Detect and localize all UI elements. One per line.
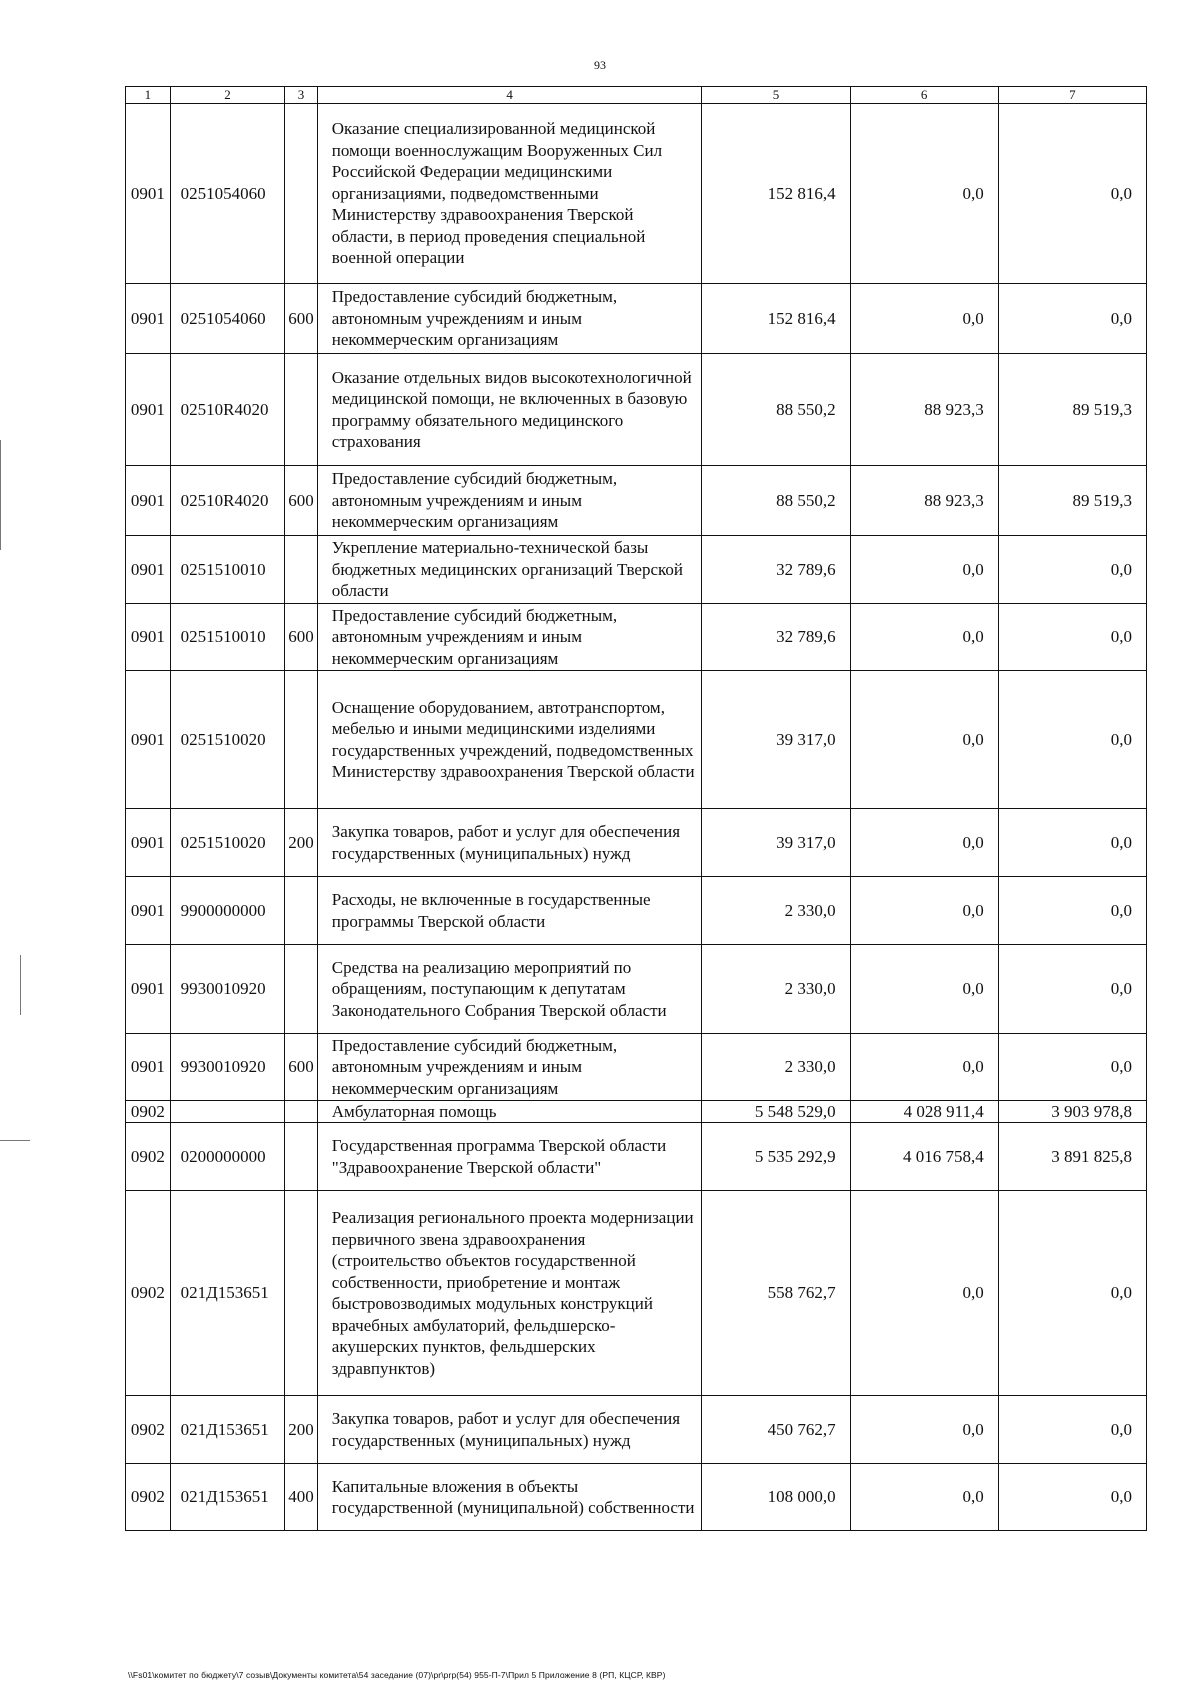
item-name-cell: Государственная программа Тверской области "Здравоохранение Тверской области" xyxy=(317,1123,702,1191)
table-row xyxy=(126,945,1147,1034)
section-code-cell: 0902 xyxy=(126,1464,171,1531)
document-file-path: \\Fs01\комитет по бюджету\7 созыв\Документы комитета\54 заседание (07)\pr\prp(54) 955-П-7\Прил 5 Приложение 8 (РП, КЦСР, КВР) xyxy=(128,1670,666,1680)
amount-col5-cell: 32 789,6 xyxy=(702,604,850,671)
section-code-cell: 0901 xyxy=(126,671,171,809)
table-row xyxy=(126,1101,1147,1123)
scan-margin-mark xyxy=(20,955,21,1015)
amount-col7-cell: 89 519,3 xyxy=(998,354,1146,466)
amount-col7-cell: 0,0 xyxy=(998,1396,1146,1464)
amount-col5-cell: 152 816,4 xyxy=(702,104,850,284)
table-row xyxy=(126,604,1147,671)
section-code-cell: 0902 xyxy=(126,1396,171,1464)
amount-col5-cell: 2 330,0 xyxy=(702,945,850,1034)
target-article-cell: 021Д153651 xyxy=(170,1396,285,1464)
amount-col6-cell: 0,0 xyxy=(850,809,998,877)
scan-margin-mark xyxy=(0,1140,30,1141)
amount-col7-cell: 0,0 xyxy=(998,1034,1146,1101)
amount-col6-cell: 0,0 xyxy=(850,1396,998,1464)
amount-col6-cell: 4 016 758,4 xyxy=(850,1123,998,1191)
section-code-cell: 0901 xyxy=(126,284,171,354)
item-name-cell: Оснащение оборудованием, автотранспортом, мебелью и иными медицинскими изделиями государственных учреждений, подведомственных Министерству здравоохранения Тверской области xyxy=(317,671,702,809)
target-article-cell: 9930010920 xyxy=(170,1034,285,1101)
amount-col7-cell: 3 903 978,8 xyxy=(998,1101,1146,1123)
table-row xyxy=(126,1464,1147,1531)
section-code-cell: 0901 xyxy=(126,466,171,536)
table-row xyxy=(126,809,1147,877)
item-name-cell: Расходы, не включенные в государственные программы Тверской области xyxy=(317,877,702,945)
item-name-cell: Закупка товаров, работ и услуг для обеспечения государственных (муниципальных) нужд xyxy=(317,809,702,877)
section-code-cell: 0901 xyxy=(126,877,171,945)
table-row xyxy=(126,284,1147,354)
amount-col6-cell: 0,0 xyxy=(850,604,998,671)
amount-col5-cell: 88 550,2 xyxy=(702,354,850,466)
column-header-3: 3 xyxy=(285,87,317,104)
amount-col7-cell: 0,0 xyxy=(998,671,1146,809)
item-name-cell: Закупка товаров, работ и услуг для обеспечения государственных (муниципальных) нужд xyxy=(317,1396,702,1464)
target-article-cell: 0200000000 xyxy=(170,1123,285,1191)
section-code-cell: 0902 xyxy=(126,1191,171,1396)
page-number: 93 xyxy=(594,58,606,72)
column-header-5: 5 xyxy=(702,87,850,104)
amount-col7-cell: 0,0 xyxy=(998,536,1146,604)
section-code-cell: 0901 xyxy=(126,604,171,671)
amount-col6-cell: 88 923,3 xyxy=(850,466,998,536)
amount-col5-cell: 39 317,0 xyxy=(702,809,850,877)
amount-col7-cell: 0,0 xyxy=(998,809,1146,877)
expense-type-cell: 600 xyxy=(285,466,317,536)
table-row xyxy=(126,104,1147,284)
amount-col6-cell: 4 028 911,4 xyxy=(850,1101,998,1123)
target-article-cell: 9930010920 xyxy=(170,945,285,1034)
amount-col5-cell: 5 548 529,0 xyxy=(702,1101,850,1123)
expense-type-cell xyxy=(285,1191,317,1396)
target-article-cell: 0251510010 xyxy=(170,536,285,604)
amount-col7-cell: 0,0 xyxy=(998,284,1146,354)
section-code-cell: 0901 xyxy=(126,1034,171,1101)
column-header-7: 7 xyxy=(998,87,1146,104)
item-name-cell: Оказание отдельных видов высокотехнологичной медицинской помощи, не включенных в базовую программу обязательного медицинского страхования xyxy=(317,354,702,466)
amount-col7-cell: 89 519,3 xyxy=(998,466,1146,536)
target-article-cell: 02510R4020 xyxy=(170,466,285,536)
amount-col5-cell: 88 550,2 xyxy=(702,466,850,536)
expense-type-cell xyxy=(285,1123,317,1191)
column-header-4: 4 xyxy=(317,87,702,104)
table-row xyxy=(126,1396,1147,1464)
expense-type-cell xyxy=(285,945,317,1034)
table-row xyxy=(126,877,1147,945)
expense-type-cell: 600 xyxy=(285,604,317,671)
item-name-cell: Предоставление субсидий бюджетным, автономным учреждениям и иным некоммерческим организациям xyxy=(317,284,702,354)
item-name-cell: Укрепление материально-технической базы бюджетных медицинских организаций Тверской области xyxy=(317,536,702,604)
column-header-2: 2 xyxy=(170,87,285,104)
amount-col6-cell: 0,0 xyxy=(850,104,998,284)
section-code-cell: 0901 xyxy=(126,104,171,284)
table-row xyxy=(126,466,1147,536)
expense-type-cell: 400 xyxy=(285,1464,317,1531)
target-article-cell: 0251054060 xyxy=(170,104,285,284)
amount-col7-cell: 0,0 xyxy=(998,104,1146,284)
expense-type-cell xyxy=(285,877,317,945)
expense-type-cell xyxy=(285,354,317,466)
table-row xyxy=(126,1034,1147,1101)
amount-col5-cell: 5 535 292,9 xyxy=(702,1123,850,1191)
expense-type-cell xyxy=(285,104,317,284)
amount-col7-cell: 0,0 xyxy=(998,877,1146,945)
amount-col5-cell: 108 000,0 xyxy=(702,1464,850,1531)
section-code-cell: 0901 xyxy=(126,809,171,877)
column-header-6: 6 xyxy=(850,87,998,104)
section-code-cell: 0901 xyxy=(126,536,171,604)
target-article-cell: 9900000000 xyxy=(170,877,285,945)
expense-type-cell: 600 xyxy=(285,1034,317,1101)
amount-col5-cell: 2 330,0 xyxy=(702,1034,850,1101)
section-code-cell: 0901 xyxy=(126,945,171,1034)
amount-col6-cell: 0,0 xyxy=(850,671,998,809)
target-article-cell: 0251510020 xyxy=(170,809,285,877)
amount-col7-cell: 3 891 825,8 xyxy=(998,1123,1146,1191)
target-article-cell xyxy=(170,1101,285,1123)
target-article-cell: 02510R4020 xyxy=(170,354,285,466)
amount-col7-cell: 0,0 xyxy=(998,604,1146,671)
amount-col5-cell: 152 816,4 xyxy=(702,284,850,354)
amount-col6-cell: 0,0 xyxy=(850,536,998,604)
amount-col5-cell: 558 762,7 xyxy=(702,1191,850,1396)
amount-col5-cell: 39 317,0 xyxy=(702,671,850,809)
amount-col7-cell: 0,0 xyxy=(998,945,1146,1034)
amount-col6-cell: 0,0 xyxy=(850,945,998,1034)
section-code-cell: 0902 xyxy=(126,1101,171,1123)
amount-col5-cell: 450 762,7 xyxy=(702,1396,850,1464)
item-name-cell: Средства на реализацию мероприятий по обращениям, поступающим к депутатам Законодательного Собрания Тверской области xyxy=(317,945,702,1034)
expense-type-cell xyxy=(285,671,317,809)
amount-col5-cell: 2 330,0 xyxy=(702,877,850,945)
table-row xyxy=(126,1191,1147,1396)
expense-type-cell: 200 xyxy=(285,809,317,877)
amount-col6-cell: 0,0 xyxy=(850,1464,998,1531)
amount-col5-cell: 32 789,6 xyxy=(702,536,850,604)
amount-col6-cell: 0,0 xyxy=(850,284,998,354)
amount-col6-cell: 0,0 xyxy=(850,877,998,945)
section-code-cell: 0902 xyxy=(126,1123,171,1191)
amount-col6-cell: 0,0 xyxy=(850,1034,998,1101)
table-row xyxy=(126,536,1147,604)
expense-type-cell xyxy=(285,1101,317,1123)
target-article-cell: 0251054060 xyxy=(170,284,285,354)
item-name-cell: Капитальные вложения в объекты государственной (муниципальной) собственности xyxy=(317,1464,702,1531)
table-row xyxy=(126,1123,1147,1191)
item-name-cell: Оказание специализированной медицинской помощи военнослужащим Вооруженных Сил Российской Федерации медицинскими организациями, подведомственными Министерству здравоохранения Тверской области, в период проведения специальной военной операции xyxy=(317,104,702,284)
amount-col7-cell: 0,0 xyxy=(998,1464,1146,1531)
expense-type-cell xyxy=(285,536,317,604)
amount-col7-cell: 0,0 xyxy=(998,1191,1146,1396)
target-article-cell: 021Д153651 xyxy=(170,1191,285,1396)
table-row xyxy=(126,671,1147,809)
section-code-cell: 0901 xyxy=(126,354,171,466)
amount-col6-cell: 0,0 xyxy=(850,1191,998,1396)
column-header-1: 1 xyxy=(126,87,171,104)
item-name-cell: Предоставление субсидий бюджетным, автономным учреждениям и иным некоммерческим организациям xyxy=(317,466,702,536)
column-number-header xyxy=(126,87,1147,104)
amount-col6-cell: 88 923,3 xyxy=(850,354,998,466)
target-article-cell: 021Д153651 xyxy=(170,1464,285,1531)
item-name-cell: Предоставление субсидий бюджетным, автономным учреждениям и иным некоммерческим организациям xyxy=(317,1034,702,1101)
scan-margin-mark xyxy=(0,440,1,550)
expense-type-cell: 200 xyxy=(285,1396,317,1464)
item-name-cell: Реализация регионального проекта модернизации первичного звена здравоохранения (строительство объектов государственной собственности, приобретение и монтаж быстровозводимых модульных конструкций врачебных амбулаторий, фельдшерско-акушерских пунктов, фельдшерских здравпунктов) xyxy=(317,1191,702,1396)
target-article-cell: 0251510010 xyxy=(170,604,285,671)
table-row xyxy=(126,354,1147,466)
expense-type-cell: 600 xyxy=(285,284,317,354)
budget-table xyxy=(125,86,1147,1531)
item-name-cell: Амбулаторная помощь xyxy=(317,1101,702,1123)
item-name-cell: Предоставление субсидий бюджетным, автономным учреждениям и иным некоммерческим организациям xyxy=(317,604,702,671)
target-article-cell: 0251510020 xyxy=(170,671,285,809)
